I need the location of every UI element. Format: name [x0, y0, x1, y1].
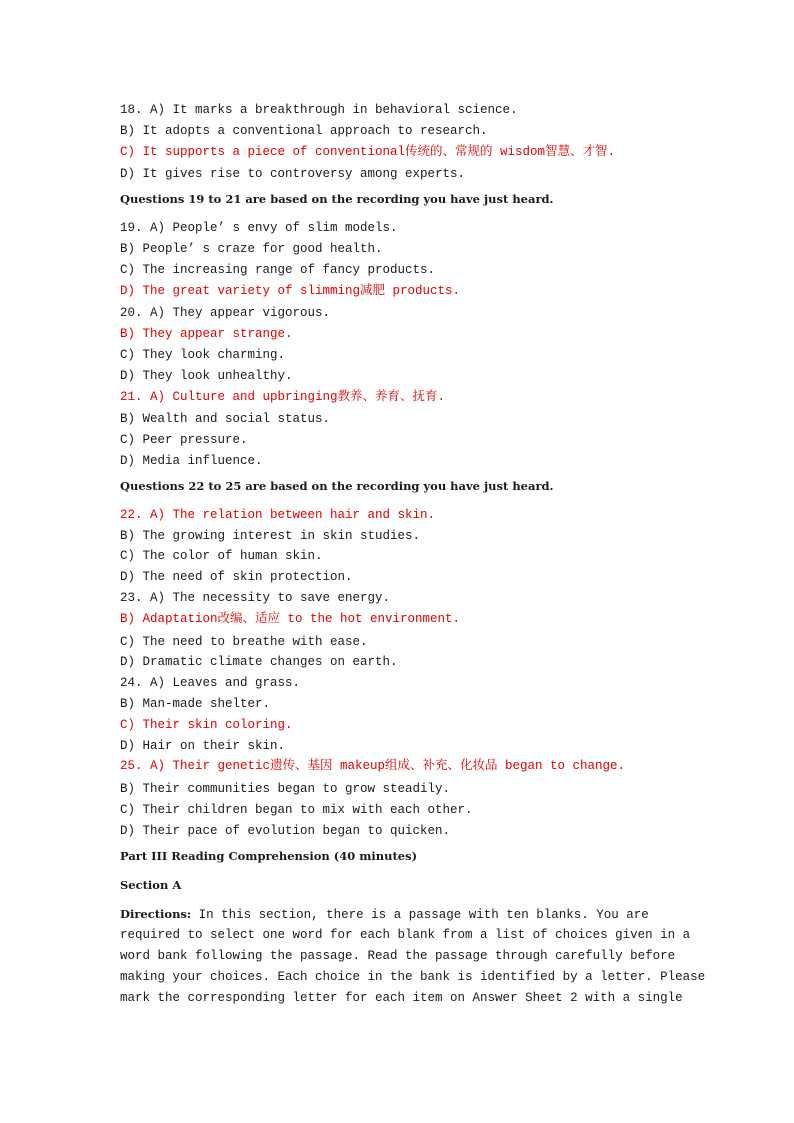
- q19-option-c: C) The increasing range of fancy products.: [120, 262, 436, 277]
- heading-questions-19-21: Questions 19 to 21 are based on the recording you have just heard.: [120, 192, 554, 207]
- directions-text-1: In this section, there is a passage with ten blanks. You are: [191, 907, 649, 922]
- directions-line-4: making your choices. Each choice in the bank is identified by a letter. Please: [120, 969, 706, 984]
- q25-option-b: B) Their communities began to grow steadily.: [120, 782, 451, 797]
- directions-label: Directions:: [120, 906, 192, 921]
- directions-line-5: mark the corresponding letter for each item on Answer Sheet 2 with a single: [120, 990, 683, 1005]
- q22-option-a-answer: 22. A) The relation between hair and skin.: [120, 507, 436, 522]
- q21-option-a-answer: 21. A) Culture and upbringing教养、养育、抚育.: [120, 389, 446, 404]
- section-a-heading: Section A: [120, 877, 182, 892]
- directions-line-1: [120, 904, 680, 925]
- heading-questions-22-25: Questions 22 to 25 are based on the recording you have just heard.: [120, 478, 554, 493]
- q18-option-d: D) It gives rise to controversy among experts.: [120, 167, 466, 182]
- q25-option-a-answer: 25. A) Their genetic遗传、基因 makeup组成、补充、化妆品 began to change.: [120, 759, 626, 774]
- directions-line-2: required to select one word for each blank from a list of choices given in a: [120, 927, 691, 942]
- q23-option-a: 23. A) The necessity to save energy.: [120, 590, 391, 605]
- q22-option-b: B) The growing interest in skin studies.: [120, 528, 421, 543]
- q25-option-d: D) Their pace of evolution began to quicken.: [120, 823, 451, 838]
- document-content: [120, 100, 706, 1009]
- q21-option-d: D) Media influence.: [120, 453, 263, 468]
- q22-option-d: D) The need of skin protection.: [120, 570, 353, 585]
- q20-option-a: 20. A) They appear vigorous.: [120, 306, 331, 321]
- q19-option-a: 19. A) People’ s envy of slim models.: [120, 221, 398, 236]
- q23-option-b-answer: B) Adaptation改编、适应 to the hot environment.: [120, 611, 461, 626]
- q22-option-c: C) The color of human skin.: [120, 549, 323, 564]
- q18-option-c-answer: C) It supports a piece of conventional传统的、常规的 wisdom智慧、才智.: [120, 144, 616, 159]
- part-iii-heading: Part III Reading Comprehension (40 minutes): [120, 848, 418, 863]
- q20-option-b-answer: B) They appear strange.: [120, 327, 293, 342]
- q23-option-c: C) The need to breathe with ease.: [120, 634, 368, 649]
- q21-option-b: B) Wealth and social status.: [120, 412, 331, 427]
- q23-option-d: D) Dramatic climate changes on earth.: [120, 655, 398, 670]
- q18-option-b: B) It adopts a conventional approach to research.: [120, 123, 488, 138]
- q24-option-c-answer: C) Their skin coloring.: [120, 717, 293, 732]
- q25-option-c: C) Their children began to mix with each other.: [120, 802, 473, 817]
- q19-option-d-answer: D) The great variety of slimming减肥 products.: [120, 283, 461, 298]
- q24-option-a: 24. A) Leaves and grass.: [120, 676, 301, 691]
- q24-option-b: B) Man-made shelter.: [120, 696, 271, 711]
- q20-option-c: C) They look charming.: [120, 347, 286, 362]
- q20-option-d: D) They look unhealthy.: [120, 368, 293, 383]
- q18-option-a: 18. A) It marks a breakthrough in behavioral science.: [120, 103, 518, 117]
- q21-option-c: C) Peer pressure.: [120, 433, 248, 448]
- q19-option-b: B) People’ s craze for good health.: [120, 241, 383, 256]
- q24-option-d: D) Hair on their skin.: [120, 738, 286, 753]
- directions-line-3: word bank following the passage. Read the passage through carefully before: [120, 948, 676, 963]
